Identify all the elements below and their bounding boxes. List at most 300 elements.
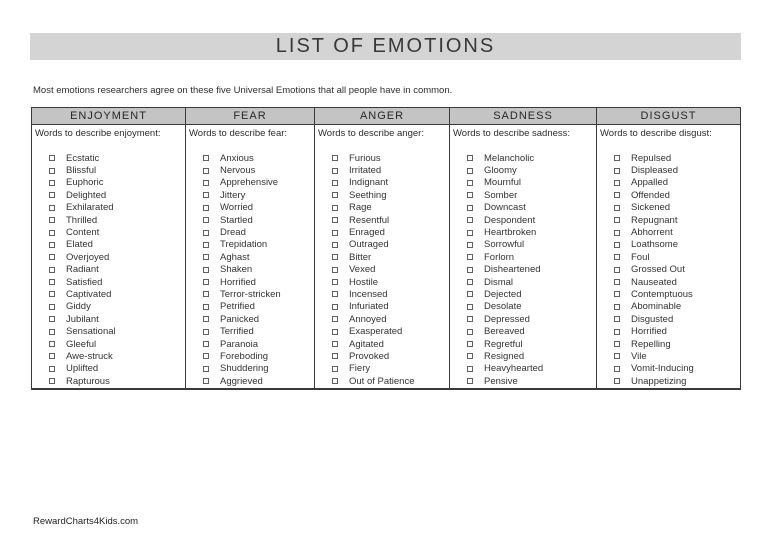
checkbox-icon[interactable] <box>467 316 473 322</box>
checkbox-icon[interactable] <box>614 254 620 260</box>
table-body-row <box>32 125 740 388</box>
word-item <box>189 164 312 176</box>
checkbox-icon[interactable] <box>614 378 620 384</box>
word-label: Displeased <box>631 165 678 177</box>
emotion-column <box>32 125 186 388</box>
word-label: Paranoia <box>220 338 259 350</box>
word-label: Awe-struck <box>66 350 113 362</box>
checkbox-icon[interactable] <box>614 155 620 161</box>
word-item <box>453 152 594 164</box>
word-label: Shaken <box>220 264 253 276</box>
word-item <box>453 226 594 238</box>
checkbox-icon[interactable] <box>467 230 473 236</box>
checkbox-icon[interactable] <box>332 329 338 335</box>
word-label: Downcast <box>484 202 526 214</box>
word-item <box>318 276 447 288</box>
word-item <box>189 202 312 214</box>
word-label: Startled <box>220 214 253 226</box>
word-label: Repugnant <box>631 214 678 226</box>
word-label: Shuddering <box>220 363 269 375</box>
checkbox-icon[interactable] <box>332 341 338 347</box>
checkbox-icon[interactable] <box>614 304 620 310</box>
checkbox-icon[interactable] <box>467 217 473 223</box>
checkbox-icon[interactable] <box>332 366 338 372</box>
checkbox-icon[interactable] <box>203 291 209 297</box>
checkbox-icon[interactable] <box>203 353 209 359</box>
word-item <box>600 251 738 263</box>
checkbox-icon[interactable] <box>467 205 473 211</box>
checkbox-icon[interactable] <box>614 192 620 198</box>
checkbox-icon[interactable] <box>49 304 55 310</box>
word-label: Sickened <box>631 202 671 214</box>
word-item <box>600 313 738 325</box>
word-item <box>189 301 312 313</box>
word-item <box>600 264 738 276</box>
word-label: Captivated <box>66 288 112 300</box>
word-item <box>35 276 183 288</box>
checkbox-icon[interactable] <box>332 353 338 359</box>
word-item <box>453 239 594 251</box>
word-item <box>453 350 594 362</box>
word-item <box>189 363 312 375</box>
word-item <box>318 177 447 189</box>
word-label: Jittery <box>220 189 246 201</box>
checkbox-icon[interactable] <box>203 366 209 372</box>
checkbox-icon[interactable] <box>203 180 209 186</box>
checkbox-icon[interactable] <box>203 254 209 260</box>
word-label: Unappetizing <box>631 375 687 387</box>
checkbox-icon[interactable] <box>49 366 55 372</box>
word-item <box>600 301 738 313</box>
checkbox-icon[interactable] <box>614 217 620 223</box>
word-item <box>189 152 312 164</box>
word-label: Euphoric <box>66 177 104 189</box>
word-item <box>35 288 183 300</box>
word-item <box>318 189 447 201</box>
word-label: Elated <box>66 239 93 251</box>
column-header: DISGUST <box>597 108 740 125</box>
column-header: ENJOYMENT <box>32 108 186 125</box>
checkbox-icon[interactable] <box>614 366 620 372</box>
word-item <box>189 375 312 387</box>
word-item <box>318 226 447 238</box>
word-item <box>35 338 183 350</box>
column-header: FEAR <box>186 108 315 125</box>
footer-website: RewardCharts4Kids.com <box>33 516 139 527</box>
word-label: Resentful <box>349 214 390 226</box>
checkbox-icon[interactable] <box>49 205 55 211</box>
word-label: Aghast <box>220 251 250 263</box>
checkbox-icon[interactable] <box>332 267 338 273</box>
checkbox-icon[interactable] <box>467 242 473 248</box>
word-item <box>35 226 183 238</box>
word-label: Radiant <box>66 264 99 276</box>
checkbox-icon[interactable] <box>203 230 209 236</box>
word-label: Satisfied <box>66 276 103 288</box>
checkbox-icon[interactable] <box>614 291 620 297</box>
word-item <box>318 214 447 226</box>
checkbox-icon[interactable] <box>49 353 55 359</box>
word-label: Annoyed <box>349 313 387 325</box>
word-label: Resigned <box>484 350 525 362</box>
checkbox-icon[interactable] <box>614 329 620 335</box>
word-item <box>189 264 312 276</box>
word-item <box>453 325 594 337</box>
emotion-column <box>186 125 315 388</box>
checkbox-icon[interactable] <box>332 279 338 285</box>
word-item <box>189 189 312 201</box>
word-item <box>453 313 594 325</box>
checkbox-icon[interactable] <box>49 254 55 260</box>
checkbox-icon[interactable] <box>467 192 473 198</box>
word-item <box>318 288 447 300</box>
word-item <box>318 251 447 263</box>
word-label: Aggrieved <box>220 375 263 387</box>
checkbox-icon[interactable] <box>332 168 338 174</box>
word-label: Horrified <box>631 326 667 338</box>
checkbox-icon[interactable] <box>467 180 473 186</box>
word-label: Bitter <box>349 251 372 263</box>
checkbox-icon[interactable] <box>203 205 209 211</box>
word-label: Thrilled <box>66 214 98 226</box>
word-label: Regretful <box>484 338 523 350</box>
word-label: Infuriated <box>349 301 389 313</box>
word-item <box>189 350 312 362</box>
checkbox-icon[interactable] <box>614 205 620 211</box>
checkbox-icon[interactable] <box>203 155 209 161</box>
word-label: Exhilarated <box>66 202 114 214</box>
word-label: Dismal <box>484 276 514 288</box>
word-label: Repulsed <box>631 152 672 164</box>
word-label: Ecstatic <box>66 152 100 164</box>
word-item <box>35 375 183 387</box>
word-label: Appalled <box>631 177 668 189</box>
word-label: Disgusted <box>631 313 674 325</box>
checkbox-icon[interactable] <box>332 205 338 211</box>
word-item <box>453 251 594 263</box>
word-label: Nervous <box>220 165 256 177</box>
word-label: Enraged <box>349 227 385 239</box>
word-list <box>600 152 738 387</box>
column-header: ANGER <box>315 108 450 125</box>
word-item <box>453 288 594 300</box>
word-item <box>35 264 183 276</box>
word-label: Incensed <box>349 288 388 300</box>
word-label: Petrified <box>220 301 255 313</box>
word-label: Forlorn <box>484 251 515 263</box>
word-label: Content <box>66 227 100 239</box>
word-label: Jubilant <box>66 313 99 325</box>
checkbox-icon[interactable] <box>49 378 55 384</box>
word-item <box>453 177 594 189</box>
word-label: Foreboding <box>220 350 269 362</box>
word-item <box>318 239 447 251</box>
checkbox-icon[interactable] <box>614 267 620 273</box>
word-label: Rapturous <box>66 375 110 387</box>
word-label: Seething <box>349 189 387 201</box>
column-header: SADNESS <box>450 108 597 125</box>
word-label: Provoked <box>349 350 390 362</box>
word-item <box>318 338 447 350</box>
word-item <box>35 350 183 362</box>
word-label: Agitated <box>349 338 384 350</box>
word-list <box>189 152 312 387</box>
word-item <box>35 239 183 251</box>
word-item <box>453 363 594 375</box>
word-label: Heartbroken <box>484 227 537 239</box>
checkbox-icon[interactable] <box>49 168 55 174</box>
word-item <box>189 276 312 288</box>
checkbox-icon[interactable] <box>49 217 55 223</box>
word-item <box>318 375 447 387</box>
word-list <box>453 152 594 387</box>
word-label: Somber <box>484 189 518 201</box>
checkbox-icon[interactable] <box>203 378 209 384</box>
word-label: Horrified <box>220 276 256 288</box>
word-item <box>189 226 312 238</box>
checkbox-icon[interactable] <box>332 217 338 223</box>
column-subheader: Words to describe disgust: <box>600 128 712 139</box>
word-label: Indignant <box>349 177 389 189</box>
checkbox-icon[interactable] <box>614 279 620 285</box>
checkbox-icon[interactable] <box>203 192 209 198</box>
word-label: Gloomy <box>484 165 517 177</box>
word-label: Terrified <box>220 326 254 338</box>
checkbox-icon[interactable] <box>49 329 55 335</box>
word-item <box>600 226 738 238</box>
word-item <box>189 239 312 251</box>
checkbox-icon[interactable] <box>467 267 473 273</box>
checkbox-icon[interactable] <box>614 168 620 174</box>
word-label: Dread <box>220 227 246 239</box>
checkbox-icon[interactable] <box>49 279 55 285</box>
word-label: Abhorrent <box>631 227 673 239</box>
word-item <box>35 202 183 214</box>
word-item <box>600 214 738 226</box>
word-item <box>35 251 183 263</box>
word-label: Blissful <box>66 165 97 177</box>
checkbox-icon[interactable] <box>614 341 620 347</box>
checkbox-icon[interactable] <box>49 180 55 186</box>
word-item <box>35 177 183 189</box>
word-label: Abominable <box>631 301 682 313</box>
word-item <box>189 177 312 189</box>
checkbox-icon[interactable] <box>203 217 209 223</box>
word-label: Vomit-Inducing <box>631 363 694 375</box>
word-label: Vexed <box>349 264 376 276</box>
word-label: Panicked <box>220 313 260 325</box>
word-label: Gleeful <box>66 338 97 350</box>
checkbox-icon[interactable] <box>49 341 55 347</box>
checkbox-icon[interactable] <box>614 316 620 322</box>
column-subheader: Words to describe enjoyment: <box>35 128 161 139</box>
checkbox-icon[interactable] <box>203 242 209 248</box>
word-item <box>189 214 312 226</box>
word-item <box>35 325 183 337</box>
word-label: Foul <box>631 251 650 263</box>
word-label: Rage <box>349 202 372 214</box>
checkbox-icon[interactable] <box>49 155 55 161</box>
word-item <box>453 202 594 214</box>
checkbox-icon[interactable] <box>467 378 473 384</box>
checkbox-icon[interactable] <box>614 242 620 248</box>
word-label: Grossed Out <box>631 264 685 276</box>
checkbox-icon[interactable] <box>49 316 55 322</box>
checkbox-icon[interactable] <box>203 304 209 310</box>
word-label: Anxious <box>220 152 254 164</box>
word-item <box>35 313 183 325</box>
word-item <box>318 202 447 214</box>
emotion-column <box>315 125 450 388</box>
word-item <box>600 189 738 201</box>
word-label: Pensive <box>484 375 518 387</box>
word-label: Apprehensive <box>220 177 279 189</box>
title-banner <box>30 33 741 60</box>
word-label: Exasperated <box>349 326 403 338</box>
checkbox-icon[interactable] <box>614 353 620 359</box>
checkbox-icon[interactable] <box>332 242 338 248</box>
word-item <box>318 363 447 375</box>
word-item <box>453 276 594 288</box>
word-label: Overjoyed <box>66 251 110 263</box>
word-label: Terror-stricken <box>220 288 281 300</box>
checkbox-icon[interactable] <box>332 304 338 310</box>
checkbox-icon[interactable] <box>332 192 338 198</box>
checkbox-icon[interactable] <box>332 378 338 384</box>
word-label: Desolate <box>484 301 522 313</box>
word-item <box>600 350 738 362</box>
checkbox-icon[interactable] <box>203 168 209 174</box>
checkbox-icon[interactable] <box>49 267 55 273</box>
checkbox-icon[interactable] <box>49 242 55 248</box>
checkbox-icon[interactable] <box>332 316 338 322</box>
word-label: Trepidation <box>220 239 268 251</box>
word-label: Nauseated <box>631 276 677 288</box>
word-label: Irritated <box>349 165 382 177</box>
checkbox-icon[interactable] <box>49 291 55 297</box>
word-item <box>318 325 447 337</box>
word-item <box>189 325 312 337</box>
word-item <box>600 152 738 164</box>
word-label: Out of Patience <box>349 375 415 387</box>
word-label: Repelling <box>631 338 671 350</box>
word-item <box>600 338 738 350</box>
word-item <box>453 189 594 201</box>
word-item <box>35 301 183 313</box>
word-label: Furious <box>349 152 381 164</box>
checkbox-icon[interactable] <box>467 329 473 335</box>
word-item <box>453 164 594 176</box>
word-item <box>35 363 183 375</box>
word-item <box>453 338 594 350</box>
word-item <box>318 313 447 325</box>
word-label: Sensational <box>66 326 116 338</box>
checkbox-icon[interactable] <box>467 366 473 372</box>
word-item <box>600 276 738 288</box>
word-label: Sorrowful <box>484 239 525 251</box>
word-label: Despondent <box>484 214 536 226</box>
word-item <box>453 264 594 276</box>
word-label: Mournful <box>484 177 521 189</box>
checkbox-icon[interactable] <box>203 341 209 347</box>
checkbox-icon[interactable] <box>203 329 209 335</box>
word-item <box>453 301 594 313</box>
word-label: Uplifted <box>66 363 99 375</box>
word-item <box>318 264 447 276</box>
checkbox-icon[interactable] <box>467 304 473 310</box>
checkbox-icon[interactable] <box>332 230 338 236</box>
word-label: Contemptuous <box>631 288 693 300</box>
word-list <box>318 152 447 387</box>
word-item <box>453 214 594 226</box>
word-item <box>600 288 738 300</box>
word-item <box>189 288 312 300</box>
word-item <box>318 350 447 362</box>
word-item <box>453 375 594 387</box>
word-label: Offended <box>631 189 670 201</box>
word-label: Worried <box>220 202 254 214</box>
word-label: Melancholic <box>484 152 535 164</box>
intro-text: Most emotions researchers agree on these five Universal Emotions that all people have in common. <box>33 85 453 96</box>
word-item <box>600 375 738 387</box>
word-item <box>600 202 738 214</box>
word-item <box>600 325 738 337</box>
word-label: Heavyhearted <box>484 363 544 375</box>
checkbox-icon[interactable] <box>203 316 209 322</box>
checkbox-icon[interactable] <box>49 192 55 198</box>
word-item <box>318 301 447 313</box>
checkbox-icon[interactable] <box>467 254 473 260</box>
emotions-table <box>31 107 741 390</box>
word-item <box>35 164 183 176</box>
checkbox-icon[interactable] <box>467 341 473 347</box>
checkbox-icon[interactable] <box>467 279 473 285</box>
checkbox-icon[interactable] <box>467 353 473 359</box>
emotion-column <box>597 125 740 388</box>
checkbox-icon[interactable] <box>467 168 473 174</box>
checkbox-icon[interactable] <box>332 291 338 297</box>
word-label: Fiery <box>349 363 371 375</box>
word-label: Hostile <box>349 276 379 288</box>
checkbox-icon[interactable] <box>467 155 473 161</box>
word-item <box>189 338 312 350</box>
word-label: Loathsome <box>631 239 679 251</box>
checkbox-icon[interactable] <box>49 230 55 236</box>
word-item <box>600 177 738 189</box>
word-item <box>189 313 312 325</box>
word-item <box>318 152 447 164</box>
word-list <box>35 152 183 387</box>
word-label: Delighted <box>66 189 107 201</box>
word-item <box>600 363 738 375</box>
checkbox-icon[interactable] <box>614 230 620 236</box>
checkbox-icon[interactable] <box>203 279 209 285</box>
word-label: Outraged <box>349 239 389 251</box>
page-title: LIST OF EMOTIONS <box>275 35 496 57</box>
checkbox-icon[interactable] <box>332 155 338 161</box>
checkbox-icon[interactable] <box>614 180 620 186</box>
word-label: Dejected <box>484 288 522 300</box>
checkbox-icon[interactable] <box>203 267 209 273</box>
column-subheader: Words to describe fear: <box>189 128 288 139</box>
checkbox-icon[interactable] <box>332 254 338 260</box>
word-label: Bereaved <box>484 326 525 338</box>
word-label: Disheartened <box>484 264 541 276</box>
word-item <box>318 164 447 176</box>
checkbox-icon[interactable] <box>467 291 473 297</box>
checkbox-icon[interactable] <box>332 180 338 186</box>
word-item <box>189 251 312 263</box>
